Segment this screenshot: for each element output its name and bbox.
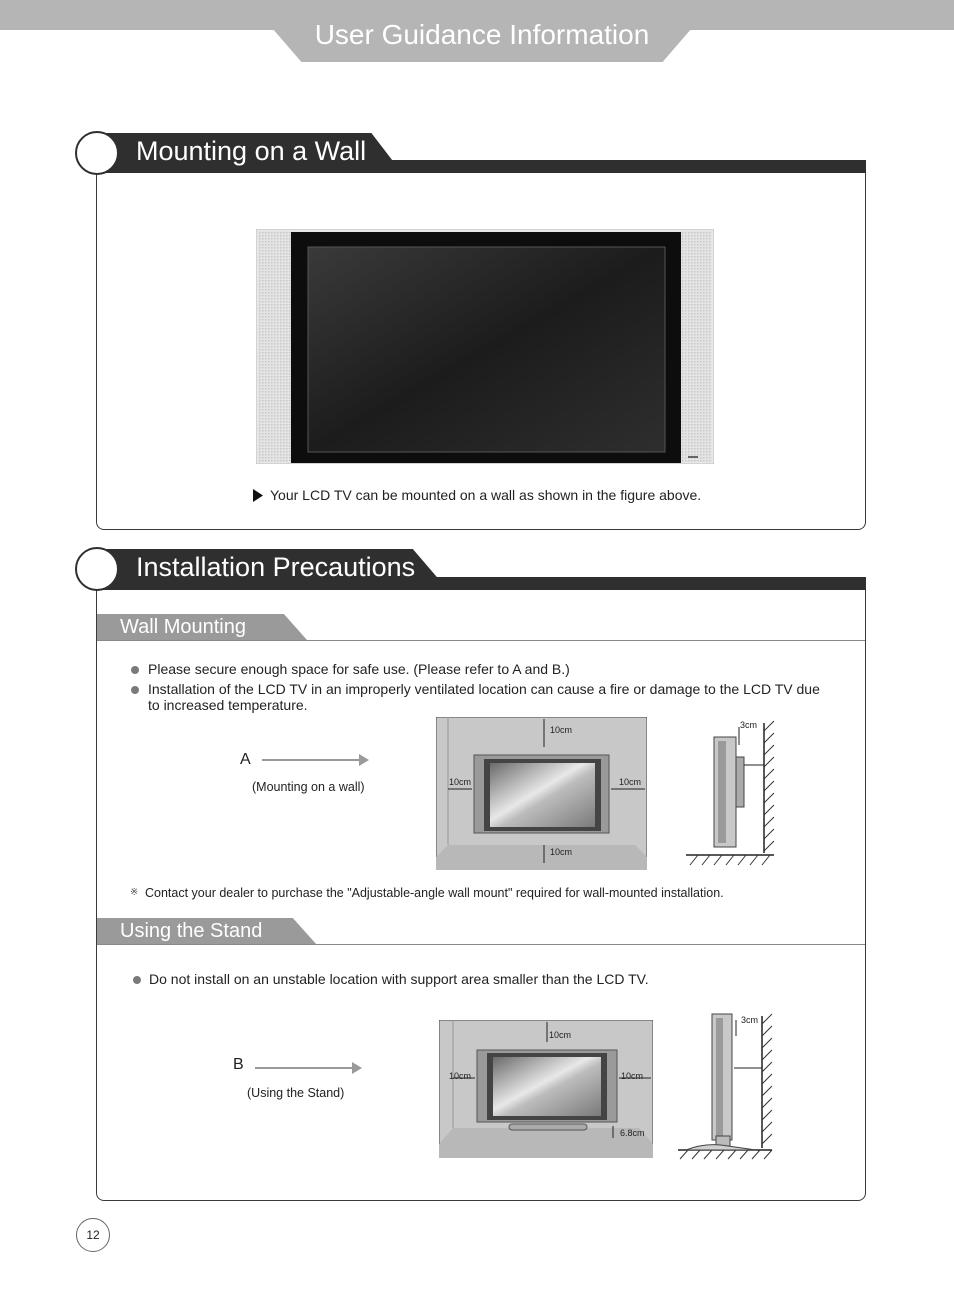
mounting-note: Your LCD TV can be mounted on a wall as shown in the figure above. [270,487,702,503]
dim-left-a: 10cm [449,777,472,787]
dim-bottom-b: 6.8cm [620,1128,645,1138]
stand-title: Using the Stand [120,920,263,942]
dim-side-b: 3cm [741,1015,759,1025]
arrow-a [262,759,359,761]
wall-bullet-2: Installation of the LCD TV in an improperly ventilated location can cause a fire or damage to the LCD TV due to increased temperature. [148,681,820,713]
stand-side-view [676,1012,776,1160]
dim-top-b: 10cm [549,1030,572,1040]
bullet-dot [131,686,139,694]
dim-left-b: 10cm [449,1071,472,1081]
label-b: B [233,1056,244,1073]
precautions-section-circle [75,547,119,591]
label-a: A [240,751,251,768]
dim-bottom-a: 10cm [550,847,573,857]
page-title: User Guidance Information [314,19,650,50]
arrow-b-head [352,1062,362,1074]
bullet-dot [133,976,141,984]
triangle-bullet-icon [253,489,263,502]
caption-a: (Mounting on a wall) [252,780,365,794]
arrow-a-head [359,754,369,766]
bullet-dot [131,666,139,674]
wall-bullet-1: Please secure enough space for safe use. (Please refer to A and B.) [148,661,570,677]
dim-right-a: 10cm [619,777,642,787]
mounting-section-circle [75,131,119,175]
wall-side-view [684,717,776,867]
wall-mounting-line [97,640,865,641]
caption-b: (Using the Stand) [247,1086,345,1100]
page-number: 12 [76,1218,110,1252]
note-mark: ※ [130,887,139,898]
arrow-b [255,1067,352,1069]
stand-line [97,944,865,945]
lcd-tv-image [256,229,714,464]
wall-mounting-title: Wall Mounting [120,616,246,638]
wall-mount-diagram [436,717,647,870]
dim-side-a: 3cm [740,720,758,730]
dim-top-a: 10cm [550,725,573,735]
precautions-section-title: Installation Precautions [136,552,416,582]
mounting-section-title: Mounting on a Wall [136,136,367,166]
wall-note: Contact your dealer to purchase the "Adjustable-angle wall mount" required for wall-mounted installation. [145,886,724,900]
stand-bullet-1: Do not install on an unstable location with support area smaller than the LCD TV. [149,971,649,987]
dim-right-b: 10cm [621,1071,644,1081]
